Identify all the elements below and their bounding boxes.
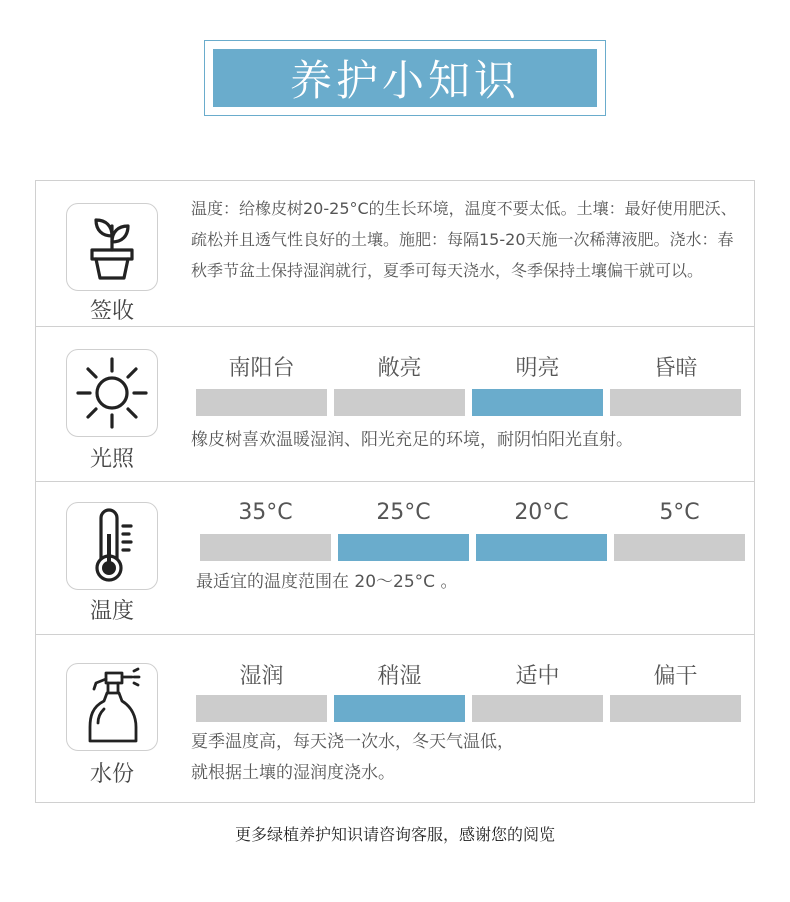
section-description: 夏季温度高，每天浇一次水，冬天气温低，就根据土壤的湿润度浇水。 bbox=[191, 732, 514, 783]
level-bar bbox=[472, 389, 603, 416]
level-bars bbox=[200, 534, 745, 561]
level-label: 南阳台 bbox=[228, 356, 295, 381]
level-bar bbox=[614, 534, 745, 561]
section-water bbox=[36, 635, 754, 802]
level-label: 稍湿 bbox=[377, 664, 422, 689]
level-bar bbox=[338, 534, 469, 561]
level-bars bbox=[196, 695, 741, 722]
potted-plant-icon bbox=[66, 203, 158, 291]
level-bars bbox=[196, 389, 741, 416]
thermometer-icon bbox=[66, 502, 158, 590]
level-bar bbox=[472, 695, 603, 722]
level-bar bbox=[200, 534, 331, 561]
level-label: 明亮 bbox=[515, 356, 560, 381]
level-label: 偏干 bbox=[653, 664, 698, 689]
level-label: 20°C bbox=[514, 500, 569, 525]
level-bar bbox=[610, 695, 741, 722]
section-label: 水份 bbox=[89, 762, 134, 787]
level-labels bbox=[200, 500, 745, 525]
section-description: 橡皮树喜欢温暖湿润、阳光充足的环境，耐阴怕阳光直射。 bbox=[191, 430, 633, 450]
level-label: 5°C bbox=[659, 500, 700, 525]
care-table bbox=[35, 180, 755, 803]
level-bar bbox=[334, 389, 465, 416]
level-label: 湿润 bbox=[239, 664, 284, 689]
page-title: 养护小知识 bbox=[289, 56, 520, 105]
footer-note: 更多绿植养护知识请咨询客服，感谢您的阅览 bbox=[234, 825, 555, 844]
spray-bottle-icon bbox=[66, 663, 158, 751]
section-description: 最适宜的温度范围在 20～25°C 。 bbox=[196, 572, 458, 592]
title-banner bbox=[213, 49, 597, 107]
title-frame bbox=[204, 40, 606, 116]
level-bar bbox=[334, 695, 465, 722]
level-label: 昏暗 bbox=[653, 356, 698, 381]
level-bar bbox=[196, 389, 327, 416]
section-temperature bbox=[36, 482, 754, 635]
level-labels bbox=[196, 659, 741, 690]
sun-icon bbox=[66, 349, 158, 437]
section-receipt bbox=[36, 181, 754, 327]
level-label: 25°C bbox=[376, 500, 431, 525]
level-bar bbox=[610, 389, 741, 416]
level-labels bbox=[196, 351, 741, 382]
section-light bbox=[36, 327, 754, 482]
section-label: 温度 bbox=[89, 599, 134, 624]
level-label: 适中 bbox=[515, 664, 560, 689]
section-description: 温度：给橡皮树20-25°C的生长环境，温度不要太低。土壤：最好使用肥沃、疏松并且透气性良好的土壤。施肥：每隔15-20天施一次稀薄液肥。浇水：春秋季节盆土保持湿润就行，夏季可每天浇水，冬季保持土壤偏干就可以。 bbox=[191, 199, 737, 280]
section-label: 签收 bbox=[89, 299, 134, 324]
level-label: 敞亮 bbox=[377, 356, 422, 381]
level-label: 35°C bbox=[238, 500, 293, 525]
level-bar bbox=[196, 695, 327, 722]
section-label: 光照 bbox=[89, 447, 134, 472]
level-bar bbox=[476, 534, 607, 561]
